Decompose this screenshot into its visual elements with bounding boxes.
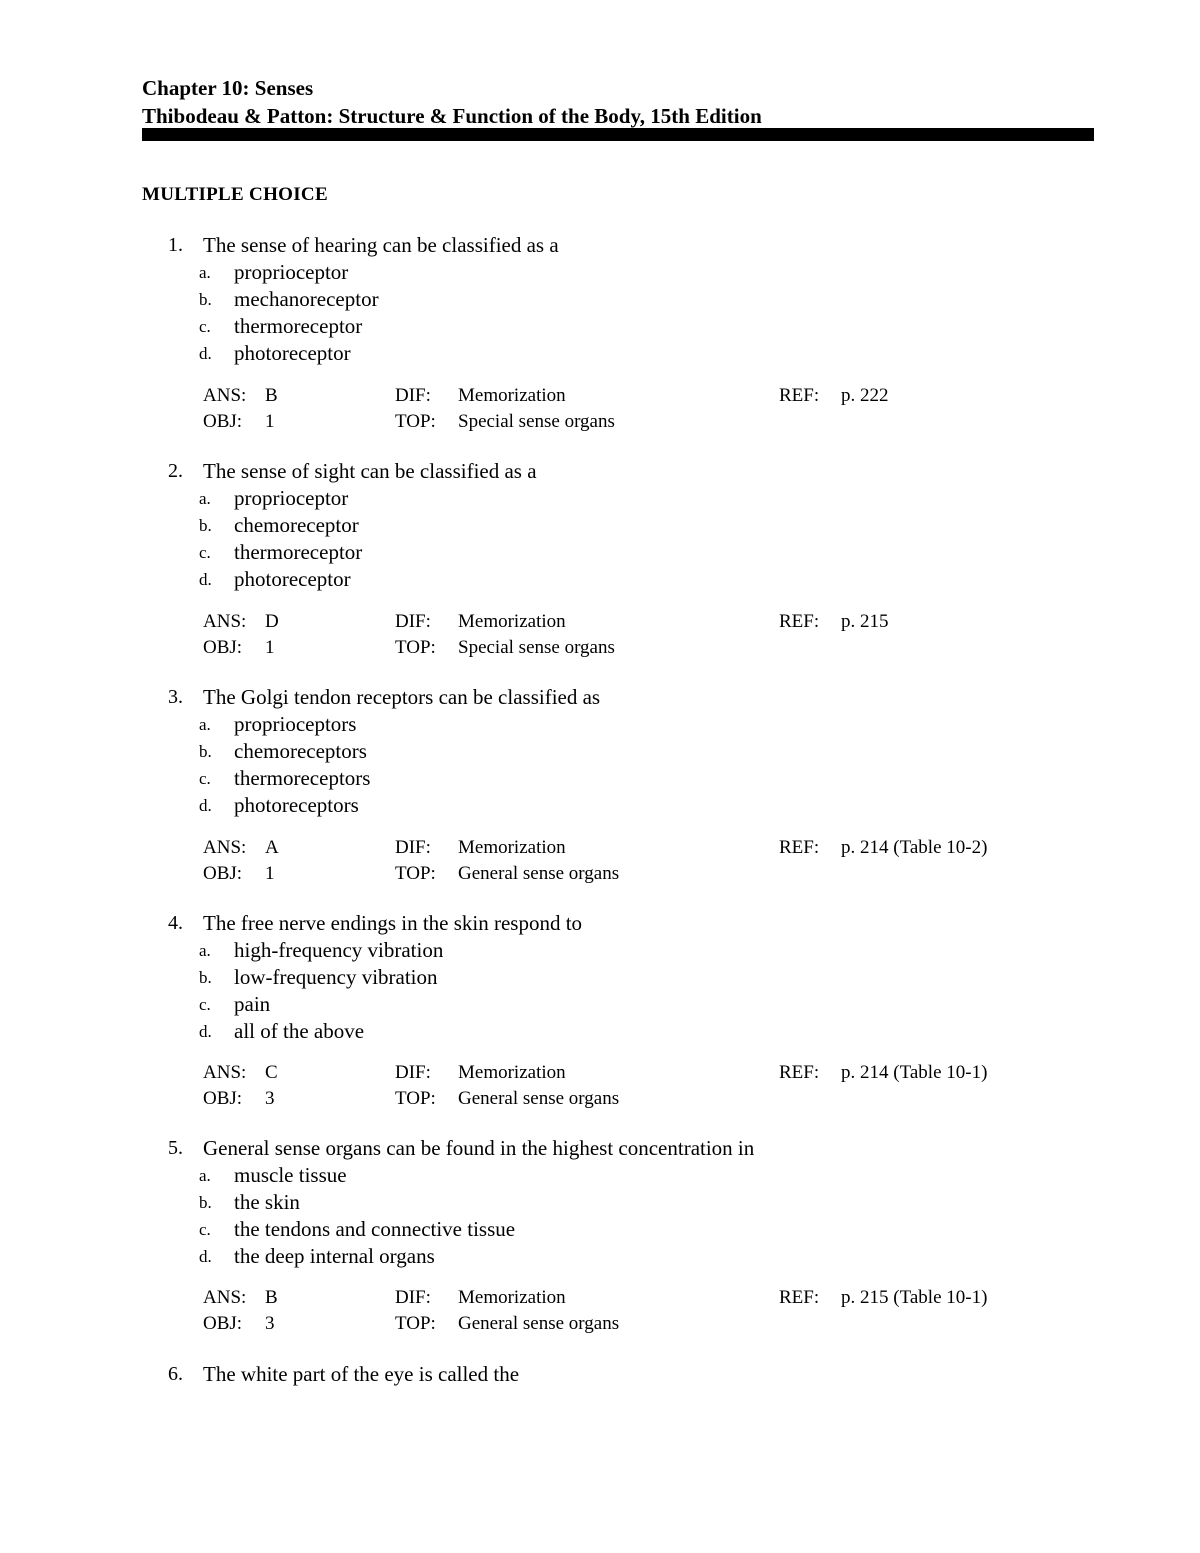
- option-letter: b.: [199, 968, 212, 987]
- option-letter: c.: [199, 543, 211, 562]
- answer-meta-row-2: [0, 409, 1100, 435]
- ans-value: D: [265, 611, 279, 632]
- option-text: muscle tissue: [234, 1163, 347, 1187]
- option-text: thermoreceptors: [234, 766, 371, 790]
- ans-value: C: [265, 1062, 278, 1083]
- obj-label: OBJ:: [203, 411, 243, 432]
- option-text: photoreceptor: [234, 341, 351, 365]
- ref-value: p. 214 (Table 10-2): [841, 837, 988, 858]
- section-heading: MULTIPLE CHOICE: [142, 184, 328, 205]
- option-text: the deep internal organs: [234, 1244, 435, 1268]
- option-letter: d.: [199, 570, 212, 589]
- ref-label: REF:: [779, 611, 820, 632]
- dif-value: Memorization: [458, 385, 566, 406]
- option-letter: a.: [199, 1166, 211, 1185]
- ans-label: ANS:: [203, 385, 247, 406]
- option-c: [0, 539, 900, 566]
- option-text: chemoreceptors: [234, 739, 367, 763]
- answer-meta-row-1: [0, 835, 1100, 861]
- option-text: mechanoreceptor: [234, 287, 379, 311]
- option-c: [0, 1216, 900, 1243]
- option-a: [0, 711, 900, 738]
- option-letter: b.: [199, 742, 212, 761]
- option-text: the tendons and connective tissue: [234, 1217, 516, 1241]
- ref-label: REF:: [779, 837, 820, 858]
- top-value: General sense organs: [458, 1313, 620, 1334]
- option-d: [0, 1018, 900, 1045]
- option-text: photoreceptor: [234, 567, 351, 591]
- option-letter: a.: [199, 715, 211, 734]
- dif-label: DIF:: [395, 1287, 431, 1308]
- ans-value: B: [265, 1287, 278, 1308]
- document-header: [142, 74, 1094, 130]
- option-text: pain: [234, 992, 271, 1016]
- obj-value: 1: [265, 863, 275, 884]
- question-number: 5.: [168, 1137, 183, 1159]
- option-text: high-frequency vibration: [234, 938, 444, 962]
- question-stem: The Golgi tendon receptors can be classified as: [203, 685, 601, 709]
- option-letter: d.: [199, 344, 212, 363]
- obj-value: 3: [265, 1088, 275, 1109]
- answer-meta-row-2: [0, 861, 1100, 887]
- option-text: proprioceptors: [234, 712, 357, 736]
- option-d: [0, 340, 900, 367]
- option-letter: b.: [199, 516, 212, 535]
- answer-meta-row-2: [0, 635, 1100, 661]
- question-stem: The free nerve endings in the skin respond to: [203, 911, 583, 935]
- ans-value: B: [265, 385, 278, 406]
- dif-value: Memorization: [458, 611, 566, 632]
- option-d: [0, 792, 900, 819]
- ref-label: REF:: [779, 1287, 820, 1308]
- option-d: [0, 566, 900, 593]
- ans-label: ANS:: [203, 611, 247, 632]
- answer-meta-row-2: [0, 1086, 1100, 1112]
- answer-meta-row-2: [0, 1311, 1100, 1337]
- top-value: General sense organs: [458, 1088, 620, 1109]
- header-divider: [142, 128, 1094, 141]
- question-stem: General sense organs can be found in the highest concentration in: [203, 1136, 755, 1160]
- option-text: thermoreceptor: [234, 314, 363, 338]
- ref-value: p. 215: [841, 611, 889, 632]
- top-label: TOP:: [395, 637, 436, 658]
- option-text: the skin: [234, 1190, 300, 1214]
- obj-label: OBJ:: [203, 637, 243, 658]
- option-b: [0, 1189, 900, 1216]
- option-letter: c.: [199, 317, 211, 336]
- option-letter: b.: [199, 290, 212, 309]
- obj-label: OBJ:: [203, 863, 243, 884]
- option-text: low-frequency vibration: [234, 965, 438, 989]
- top-label: TOP:: [395, 863, 436, 884]
- option-c: [0, 765, 900, 792]
- option-b: [0, 964, 900, 991]
- option-a: [0, 259, 900, 286]
- dif-value: Memorization: [458, 1287, 566, 1308]
- answer-meta-row-1: [0, 1285, 1100, 1311]
- obj-value: 1: [265, 411, 275, 432]
- option-text: proprioceptor: [234, 260, 349, 284]
- ref-label: REF:: [779, 1062, 820, 1083]
- option-b: [0, 738, 900, 765]
- answer-meta-row-1: [0, 609, 1100, 635]
- question-number: 6.: [168, 1363, 183, 1385]
- option-text: chemoreceptor: [234, 513, 359, 537]
- option-letter: a.: [199, 263, 211, 282]
- option-letter: d.: [199, 1022, 212, 1041]
- dif-label: DIF:: [395, 385, 431, 406]
- option-b: [0, 512, 900, 539]
- ans-label: ANS:: [203, 837, 247, 858]
- top-label: TOP:: [395, 1088, 436, 1109]
- option-text: photoreceptors: [234, 793, 359, 817]
- answer-meta-row-1: [0, 1060, 1100, 1086]
- question-number: 3.: [168, 686, 183, 708]
- dif-label: DIF:: [395, 837, 431, 858]
- top-label: TOP:: [395, 1313, 436, 1334]
- option-b: [0, 286, 900, 313]
- option-letter: d.: [199, 796, 212, 815]
- ref-value: p. 215 (Table 10-1): [841, 1287, 988, 1308]
- option-d: [0, 1243, 900, 1270]
- obj-label: OBJ:: [203, 1088, 243, 1109]
- dif-value: Memorization: [458, 1062, 566, 1083]
- top-value: Special sense organs: [458, 637, 615, 658]
- question-number: 1.: [168, 234, 183, 256]
- option-c: [0, 313, 900, 340]
- answer-meta-row-1: [0, 383, 1100, 409]
- top-value: General sense organs: [458, 863, 620, 884]
- option-letter: a.: [199, 489, 211, 508]
- option-letter: c.: [199, 995, 211, 1014]
- option-text: proprioceptor: [234, 486, 349, 510]
- dif-value: Memorization: [458, 837, 566, 858]
- option-letter: c.: [199, 1220, 211, 1239]
- dif-label: DIF:: [395, 1062, 431, 1083]
- dif-label: DIF:: [395, 611, 431, 632]
- ans-value: A: [265, 837, 279, 858]
- ans-label: ANS:: [203, 1287, 247, 1308]
- option-a: [0, 1162, 900, 1189]
- chapter-title: Chapter 10: Senses: [142, 76, 314, 100]
- top-label: TOP:: [395, 411, 436, 432]
- obj-label: OBJ:: [203, 1313, 243, 1334]
- option-letter: a.: [199, 941, 211, 960]
- book-title: Thibodeau & Patton: Structure & Function of the Body, 15th Edition: [142, 104, 762, 128]
- top-value: Special sense organs: [458, 411, 615, 432]
- ans-label: ANS:: [203, 1062, 247, 1083]
- option-text: all of the above: [234, 1019, 365, 1043]
- option-a: [0, 485, 900, 512]
- ref-label: REF:: [779, 385, 820, 406]
- option-letter: d.: [199, 1247, 212, 1266]
- option-letter: b.: [199, 1193, 212, 1212]
- option-c: [0, 991, 900, 1018]
- option-text: thermoreceptor: [234, 540, 363, 564]
- ref-value: p. 214 (Table 10-1): [841, 1062, 988, 1083]
- ref-value: p. 222: [841, 385, 889, 406]
- option-letter: c.: [199, 769, 211, 788]
- obj-value: 3: [265, 1313, 275, 1334]
- option-a: [0, 937, 900, 964]
- question-stem: The sense of sight can be classified as a: [203, 459, 537, 483]
- question-stem: The white part of the eye is called the: [203, 1362, 520, 1386]
- question-number: 4.: [168, 912, 183, 934]
- obj-value: 1: [265, 637, 275, 658]
- question-stem: The sense of hearing can be classified as a: [203, 233, 559, 257]
- question-number: 2.: [168, 460, 183, 482]
